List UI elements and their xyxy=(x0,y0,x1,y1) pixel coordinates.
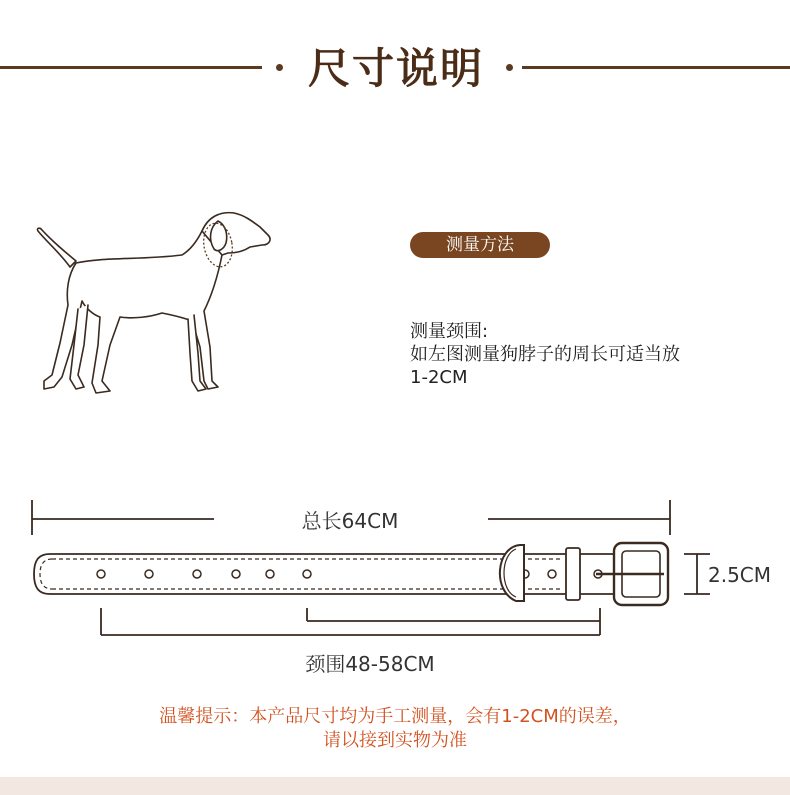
tip-line: 温馨提示：本产品尺寸均为手工测量，会有1-2CM的误差， xyxy=(159,706,631,727)
measure-method-badge: 测量方法 xyxy=(410,232,550,258)
tip-line: 请以接到实物为准 xyxy=(323,730,467,751)
measure-line: 如左图测量狗脖子的周长可适当放 xyxy=(410,344,680,365)
measure-line: 测量颈围: xyxy=(410,321,489,342)
title-dot-left xyxy=(276,64,283,71)
total-length-label: 总长64CM xyxy=(301,509,399,533)
measure-instructions xyxy=(410,320,770,389)
neck-range-label: 颈围48-58CM xyxy=(305,652,435,676)
tip-notice xyxy=(0,705,790,753)
title-dot-right xyxy=(506,64,513,71)
bottom-band xyxy=(0,777,790,795)
dog-illustration xyxy=(22,205,282,405)
page-title: 尺寸说明 xyxy=(307,44,484,93)
measure-line: 1-2CM xyxy=(410,367,468,388)
title-divider-left xyxy=(0,66,262,69)
title-divider-right xyxy=(522,66,790,69)
collar-width-label: 2.5CM xyxy=(708,563,772,587)
